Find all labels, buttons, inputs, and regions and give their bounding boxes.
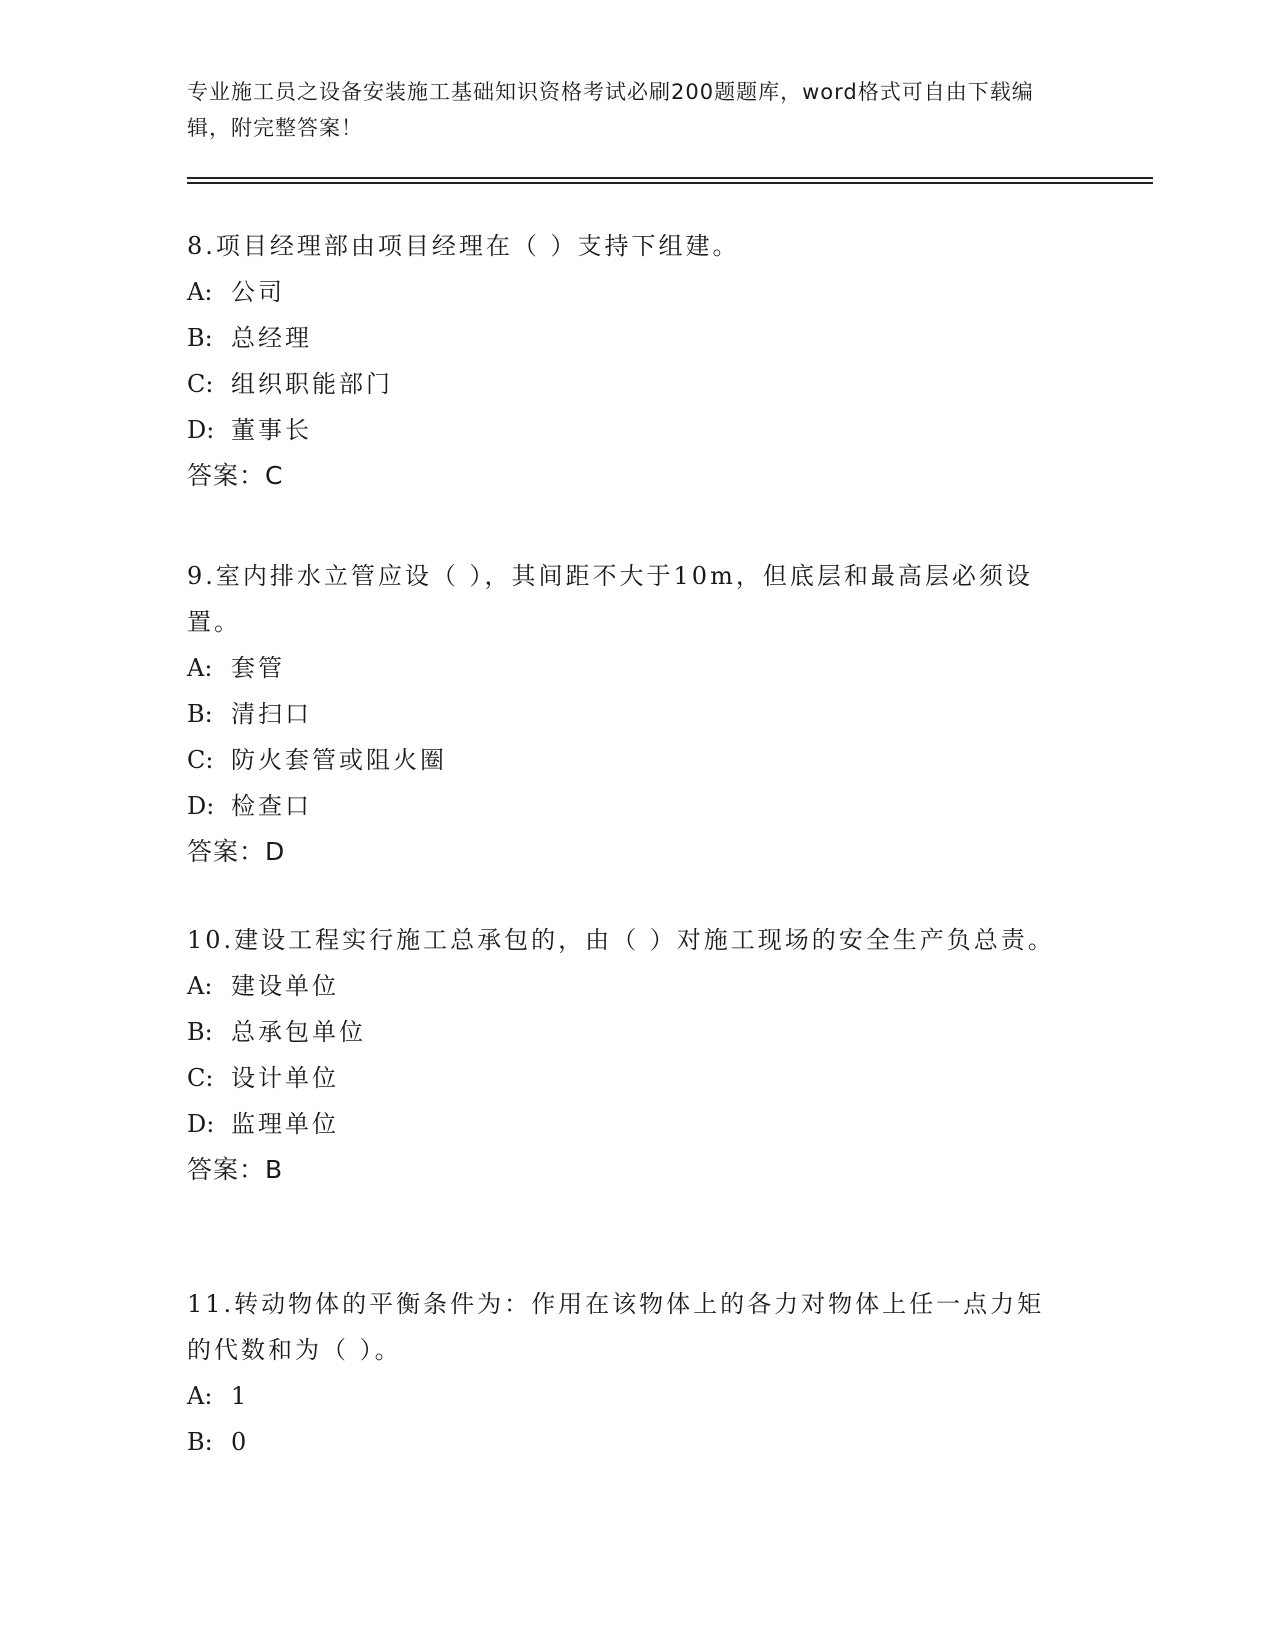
option-text: 董事长 — [231, 416, 312, 444]
option-text: 1 — [231, 1382, 250, 1410]
option-text: 公司 — [231, 278, 285, 306]
option-a — [187, 963, 1067, 1009]
option-label: A: — [187, 278, 213, 306]
question-9 — [187, 553, 1067, 875]
option-text: 总承包单位 — [231, 1018, 366, 1046]
option-a — [187, 269, 1067, 315]
option-c — [187, 1055, 1067, 1101]
header-rule-top — [187, 177, 1153, 179]
option-c — [187, 361, 1067, 407]
option-label: C: — [187, 746, 214, 774]
question-11 — [187, 1281, 1067, 1465]
option-label: D: — [187, 792, 215, 820]
option-d — [187, 783, 1067, 829]
option-label: C: — [187, 370, 214, 398]
question-stem: 8.项目经理部由项目经理在（ ）支持下组建。 — [187, 232, 740, 260]
option-label: B: — [187, 700, 213, 728]
question-8 — [187, 223, 1067, 499]
option-label: D: — [187, 416, 215, 444]
question-stem: 10.建设工程实行施工总承包的，由（ ）对施工现场的安全生产负总责。 — [187, 926, 1055, 954]
option-d — [187, 1101, 1067, 1147]
option-c — [187, 737, 1067, 783]
option-text: 检查口 — [231, 792, 312, 820]
question-stem: 9.室内排水立管应设（ ），其间距不大于10m，但底层和最高层必须设置。 — [187, 562, 1033, 636]
option-label: C: — [187, 1064, 214, 1092]
option-a — [187, 1373, 1067, 1419]
option-text: 组织职能部门 — [231, 370, 393, 398]
option-label: B: — [187, 1018, 213, 1046]
option-a — [187, 645, 1067, 691]
option-label: A: — [187, 1382, 213, 1410]
option-label: D: — [187, 1110, 215, 1138]
answer: 答案：D — [187, 837, 286, 866]
question-stem: 11.转动物体的平衡条件为：作用在该物体上的各力对物体上任一点力矩的代数和为（ ）。 — [187, 1290, 1045, 1364]
answer: 答案：B — [187, 1155, 284, 1184]
header-rule-bottom — [187, 182, 1153, 184]
document-header — [187, 74, 1067, 146]
answer: 答案：C — [187, 461, 284, 490]
option-text: 0 — [231, 1428, 250, 1456]
option-b — [187, 1419, 1067, 1465]
option-d — [187, 407, 1067, 453]
option-text: 建设单位 — [231, 972, 339, 1000]
header-title: 专业施工员之设备安装施工基础知识资格考试必刷200题题库，word格式可自由下载编辑，附完整答案！ — [187, 80, 1034, 140]
option-text: 监理单位 — [231, 1110, 339, 1138]
option-b — [187, 691, 1067, 737]
option-b — [187, 1009, 1067, 1055]
option-text: 防火套管或阻火圈 — [231, 746, 447, 774]
option-text: 套管 — [231, 654, 285, 682]
option-text: 总经理 — [231, 324, 312, 352]
option-text: 清扫口 — [231, 700, 312, 728]
option-label: A: — [187, 972, 213, 1000]
option-label: B: — [187, 1428, 213, 1456]
option-b — [187, 315, 1067, 361]
option-label: A: — [187, 654, 213, 682]
question-10 — [187, 917, 1067, 1193]
option-label: B: — [187, 324, 213, 352]
option-text: 设计单位 — [231, 1064, 339, 1092]
